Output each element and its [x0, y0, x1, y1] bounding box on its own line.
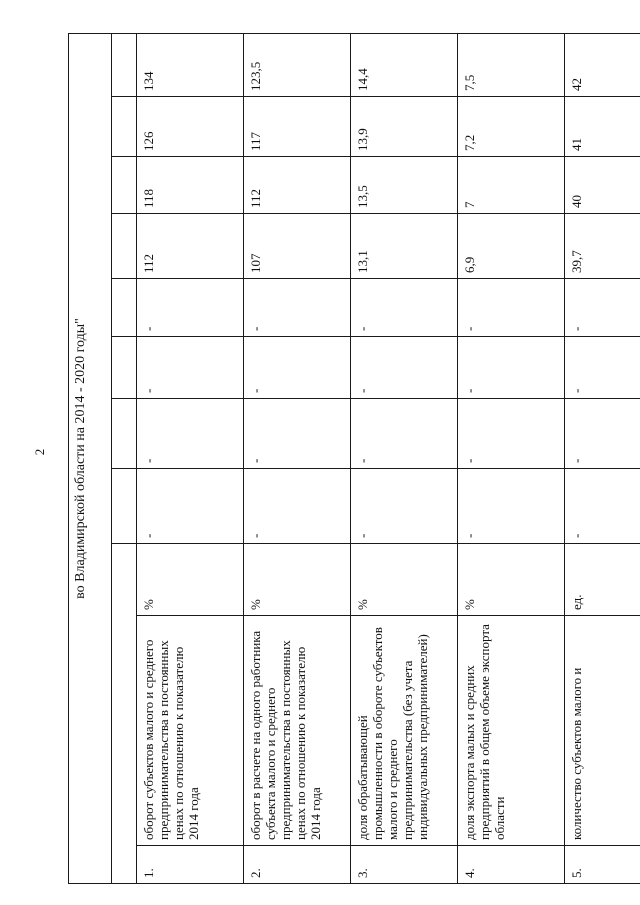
rotated-table-wrapper	[68, 34, 626, 884]
unit-cell: %	[351, 544, 458, 616]
value-cell: 112	[137, 214, 244, 279]
value-cell: 107	[244, 214, 351, 279]
value-cell: 14,4	[351, 33, 458, 96]
value-cell: 134	[137, 33, 244, 96]
blank-cell	[112, 279, 137, 337]
table-row	[137, 33, 244, 883]
value-cell: -	[244, 337, 351, 399]
unit-cell: %	[458, 544, 565, 616]
blank-cell	[112, 33, 137, 96]
row-number: 5.	[565, 846, 640, 884]
value-cell: -	[565, 279, 640, 337]
value-cell: 39,7	[565, 214, 640, 279]
table-row	[351, 33, 458, 883]
value-cell: 41	[565, 97, 640, 157]
value-cell: -	[458, 279, 565, 337]
blank-cell	[112, 544, 137, 884]
value-cell: 13,1	[351, 214, 458, 279]
blank-cell	[112, 337, 137, 399]
value-cell: -	[137, 279, 244, 337]
blank-cell	[112, 399, 137, 469]
value-cell: 123,5	[244, 33, 351, 96]
indicator-name: оборот субъектов малого и среднего предпринимательства в постоянных ценах по отношению к показателю 2014 года	[137, 616, 244, 846]
table-title: во Владимирской области на 2014 - 2020 годы"	[69, 33, 112, 883]
value-cell: -	[244, 279, 351, 337]
value-cell: -	[351, 399, 458, 469]
page-number: 2	[32, 448, 47, 456]
row-number: 2.	[244, 846, 351, 884]
row-number: 3.	[351, 846, 458, 884]
value-cell: -	[137, 337, 244, 399]
unit-cell: ед.	[565, 544, 640, 616]
table-row	[244, 33, 351, 883]
table-blank-row	[112, 33, 137, 883]
value-cell: -	[244, 399, 351, 469]
value-cell: 118	[137, 157, 244, 214]
value-cell: -	[565, 337, 640, 399]
value-cell: -	[351, 279, 458, 337]
row-number: 4.	[458, 846, 565, 884]
unit-cell: %	[244, 544, 351, 616]
blank-cell	[112, 214, 137, 279]
value-cell: -	[244, 469, 351, 544]
value-cell: -	[565, 469, 640, 544]
unit-cell: %	[137, 544, 244, 616]
value-cell: -	[458, 337, 565, 399]
value-cell: -	[565, 399, 640, 469]
value-cell: 13,5	[351, 157, 458, 214]
value-cell: 13,9	[351, 97, 458, 157]
value-cell: -	[137, 399, 244, 469]
value-cell: -	[137, 469, 244, 544]
value-cell: 6,9	[458, 214, 565, 279]
indicator-name: оборот в расчете на одного работника субъекта малого и среднего предпринимательства в постоянных ценах по отношению к показателю 2014 года	[244, 616, 351, 846]
value-cell: 112	[244, 157, 351, 214]
value-cell: 126	[137, 97, 244, 157]
value-cell: -	[458, 399, 565, 469]
indicators-table	[68, 33, 640, 884]
table-title-row	[69, 33, 112, 883]
blank-cell	[112, 157, 137, 214]
indicator-name: доля обрабатывающей промышленности в обороте субъектов малого и среднего предпринимательства (без учета индивидуальных предпринимателей)	[351, 616, 458, 846]
value-cell: 7,2	[458, 97, 565, 157]
value-cell: 40	[565, 157, 640, 214]
indicator-name: количество субъектов малого и	[565, 616, 640, 846]
table-row	[565, 33, 640, 883]
value-cell: 7,5	[458, 33, 565, 96]
row-number: 1.	[137, 846, 244, 884]
blank-cell	[112, 97, 137, 157]
table-row	[458, 33, 565, 883]
table-body	[137, 33, 640, 883]
value-cell: 7	[458, 157, 565, 214]
indicator-name: доля экспорта малых и средних предприятий в общем объеме экспорта области	[458, 616, 565, 846]
value-cell: -	[458, 469, 565, 544]
value-cell: 117	[244, 97, 351, 157]
blank-cell	[112, 469, 137, 544]
value-cell: 42	[565, 33, 640, 96]
value-cell: -	[351, 469, 458, 544]
value-cell: -	[351, 337, 458, 399]
